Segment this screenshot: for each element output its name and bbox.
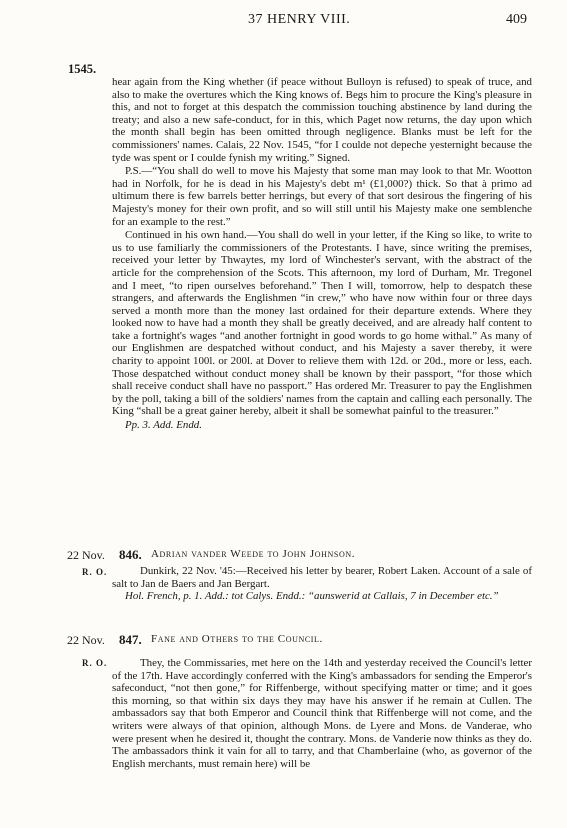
letter-footnote: Pp. 3. Add. Endd. (125, 419, 202, 432)
entry-number: 846. (119, 547, 142, 562)
running-title: 37 HENRY VIII. (248, 12, 351, 27)
entry-text: Dunkirk, 22 Nov. '45:—Received his letter by bearer, Robert Laken. Account of a sale of salt to Jan de Baers and Jan Bergart. (112, 565, 532, 590)
page-header (0, 12, 567, 32)
letter-paragraph: hear again from the King whether (if peace without Bulloyn is refused) to speak of truce, and also to make the overtures which the King knows of. Begs him to procure the King's pleasure in this, and not to forget at this despatch the commission touching abstinence by land during the treaty; and also a new safe-conduct, for in this, which Paget now returns, the day upon which the month shall begin has been omitted through negligence. Blanks must be left for the commissioners' names. Calais, 22 Nov. 1545, “for I coulde not depeche yesternight because the tyde was spent or I coulde fynish my writing.” Signed. (112, 76, 532, 164)
continued-letter (112, 76, 532, 432)
source-code: R. O. (82, 658, 108, 668)
entry-text: They, the Commissaries, met here on the 14th and yesterday received the Council's letter of the 17th. Have accordingly conferred with the King's ambassadors for sending the Emperor's safeconduct, “not then gone,” for Riffenberge, without specifying matter or time; and it goes this morning, so that within six days they may have his answer if he remain at Cullen. The ambassadors say that both Emperor and Council think that Riffenberge will not come, and the writers were always of that opinion, although Mons. de Lyere and Mons. de Vanderae, who were present when he desired it, thought the contrary. Mons. de Vanderie now thinks as they do. The ambassadors think it vain for all to tarry, and that Chamberlaine (who, as governor of the English merchants, must remain here) will be (112, 657, 532, 770)
entry-date: 22 Nov. (67, 548, 105, 562)
source-code: R. O. (82, 567, 108, 577)
entry-heading: Fane and Others to the Council. (151, 633, 323, 645)
margin-year: 1545. (68, 62, 97, 76)
entry-heading: Adrian vander Weede to John Johnson. (151, 548, 356, 560)
entry-body (112, 565, 532, 603)
entry-date: 22 Nov. (67, 633, 105, 647)
postscript-paragraph: P.S.—“You shall do well to move his Majesty that some man may look to that Mr. Wootton had in Norfolk, for he is dead in his Majesty's debt m¹ (£1,000?) thick. So that à primo ad ultimum there is few barrels better herrings, but every of that sort desirous the fingering of his Majesty's money for their own profit, and so will still until his Majesty make one semblenche for an example to the rest.” (112, 165, 532, 228)
page-number: 409 (506, 12, 527, 27)
entry-footnote: Hol. French, p. 1. Add.: tot Calys. Endd.: “aunswerid at Callais, 7 in December etc.” (125, 590, 499, 603)
entry-number: 847. (119, 632, 142, 647)
holograph-paragraph: Continued in his own hand.—You shall do well in your letter, if the King so like, to write to us to use familiarly the commissioners of the Protestants. I have, since writing the premises, received your letter by Thwaytes, my lord of Winchester's servant, with the abstract of the article for the comprehension of the Scots. This afternoon, my lord of Durham, Mr. Tregonel and I meet, “to ripen ourselves beforehand.” Then I will, tomorrow, help to despatch these strangers, and afterwards the Englishmen “in crew,” who have now within four or three days served a month more than the money last ordained for their departure extends. Where they looked now to have had a month they shall be greatly deceived, and are already half content to take a fortnight's wages “and another fortnight in good words to go home withal.” As many of our Englishmen are despatched without conduct, and his Majesty a saver thereby, it were charity to appoint 100l. or 200l. at Dover to relieve them with 12d. or 20d., more or less, each. Those despatched without conduct money shall be known by their passport, “for those which shall receive conduct shall have no passport.” Has ordered Mr. Treasurer to pay the Englishmen by the poll, taking a bill of the soldiers' names from the captain and calling each personally. The King “shall be a great gainer hereby, albeit it shall be somewhat painful to the treasurer.” (112, 229, 532, 418)
entry-body (112, 657, 532, 770)
